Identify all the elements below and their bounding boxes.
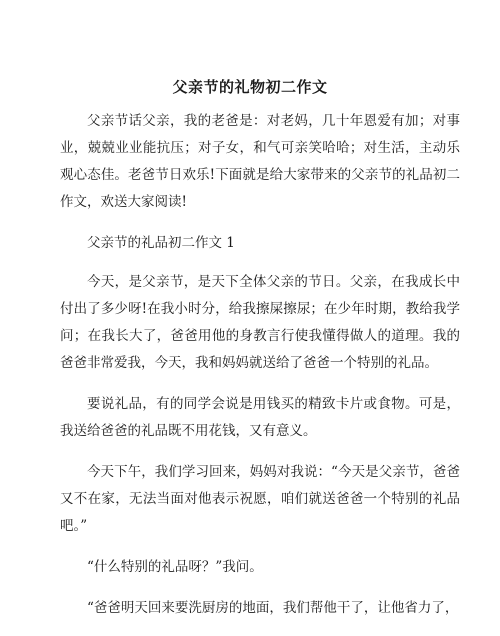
body-paragraph: “什么特别的礼品呀？”我问。 — [87, 559, 263, 575]
document-title: 父亲节的礼物初二作文 — [172, 78, 328, 96]
body-paragraph: 今天下午，我们学习回来，妈妈对我说：“今天是父亲节，爸爸又不在家，无法当面对他表示祝愿，咱们就送爸爸一个特别的礼品吧。” — [60, 464, 460, 534]
document-body — [60, 108, 460, 636]
body-paragraph: 要说礼品，有的同学会说是用钱买的精致卡片或食物。可是，我送给爸爸的礼品既不用花钱，又有意义。 — [60, 396, 460, 439]
body-paragraph: 今天，是父亲节，是天下全体父亲的节日。父亲，在我成长中付出了多少呀!在我小时分，给我擦屎擦尿；在少年时期，教给我学问；在我长大了，爸爸用他的身教言行使我懂得做人的道理。我的爸爸非常爱我，今天，我和妈妈就送给了爸爸一个特别的礼品。 — [60, 274, 460, 371]
body-paragraph: “爸爸明天回来要洗厨房的地面，我们帮他干了，让他省力了， — [87, 600, 459, 616]
essay-subheading: 父亲节的礼品初二作文 1 — [87, 235, 235, 251]
intro-paragraph: 父亲节话父亲，我的老爸是：对老妈，几十年恩爱有加；对事业，兢兢业业能抗压；对子女，和气可亲笑哈哈；对生活，主动乐观心态佳。老爸节日欢乐!下面就是给大家带来的父亲节的礼品初二作文，欢送大家阅读! — [60, 113, 460, 210]
